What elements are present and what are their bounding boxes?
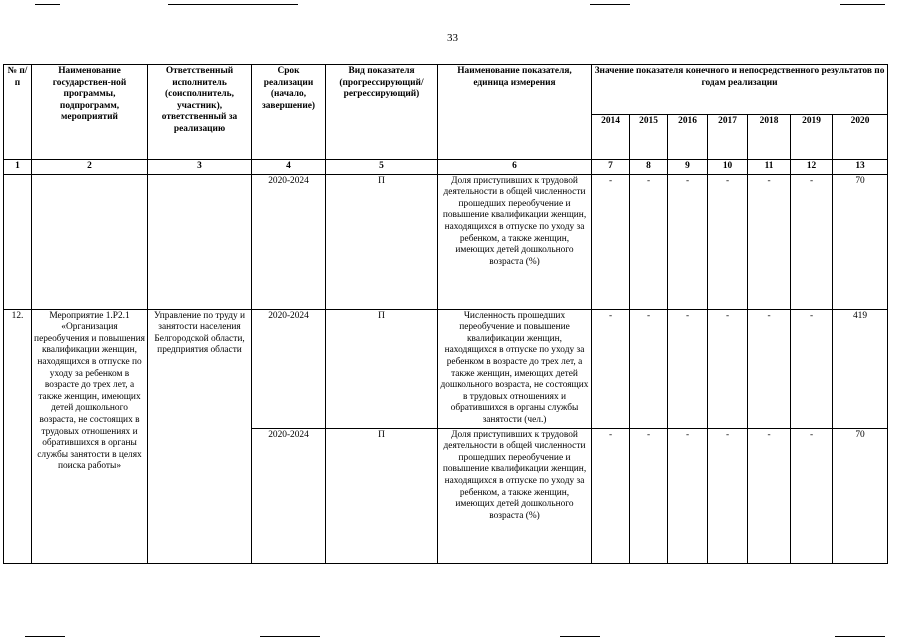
column-number: 12	[791, 160, 833, 175]
row-value-2014: -	[592, 174, 630, 309]
column-number: 6	[438, 160, 592, 175]
row-value-2015: -	[630, 309, 668, 428]
row-indicator-name: Численность прошедших переобучение и повышение квалификации женщин, находящихся в отпуске по уходу за ребенком в возрасте до трех лет, а также женщин, имеющих детей дошкольного возраста, не состоящих в трудовых отношениях и обратившихся в органы службы занятости (чел.)	[438, 309, 592, 428]
header-indicator-type: Вид показателя (прогрессирующий/ регрессирующий)	[326, 65, 438, 160]
scan-edge-line	[560, 636, 600, 637]
header-period: Срок реализации (начало, завершение)	[252, 65, 326, 160]
column-number: 2	[32, 160, 148, 175]
column-number: 7	[592, 160, 630, 175]
row-indicator-name: Доля приступивших к трудовой деятельности в общей численности прошедших переобучение и повышение квалификации женщин, находящихся в отпуске по уходу за ребенком, а также женщин, имеющих детей дошкольного возраста (%)	[438, 174, 592, 309]
header-values-by-year: Значение показателя конечного и непосредственного результатов по годам реализации	[592, 65, 888, 115]
column-number: 5	[326, 160, 438, 175]
header-year: 2014	[592, 115, 630, 160]
header-year: 2016	[668, 115, 708, 160]
row-number	[4, 174, 32, 309]
table-row	[4, 174, 888, 309]
row-period: 2020-2024	[252, 428, 326, 563]
row-period: 2020-2024	[252, 174, 326, 309]
column-number: 1	[4, 160, 32, 175]
scan-edge-line	[590, 4, 630, 5]
row-value-2020: 70	[833, 428, 888, 563]
row-value-2016: -	[668, 428, 708, 563]
row-value-2016: -	[668, 174, 708, 309]
row-value-2014: -	[592, 428, 630, 563]
table-header-row	[4, 65, 888, 115]
row-value-2020: 419	[833, 309, 888, 428]
header-year: 2015	[630, 115, 668, 160]
header-program-name: Наименование государствен-ной программы, подпрограмм, мероприятий	[32, 65, 148, 160]
scan-edge-line	[260, 636, 320, 637]
column-number: 8	[630, 160, 668, 175]
header-indicator-name: Наименование показателя, единица измерения	[438, 65, 592, 160]
scan-edge-line	[840, 4, 885, 5]
header-year: 2018	[748, 115, 791, 160]
column-number: 9	[668, 160, 708, 175]
row-value-2014: -	[592, 309, 630, 428]
row-activity-name	[32, 174, 148, 309]
indicator-table	[3, 64, 888, 564]
row-value-2015: -	[630, 174, 668, 309]
row-value-2018: -	[748, 309, 791, 428]
row-value-2018: -	[748, 428, 791, 563]
column-number: 3	[148, 160, 252, 175]
row-value-2019: -	[791, 309, 833, 428]
row-indicator-name: Доля приступивших к трудовой деятельности в общей численности прошедших переобучение и повышение квалификации женщин, находящихся в отпуске по уходу за ребенком, а также женщин, имеющих детей дошкольного возраста (%)	[438, 428, 592, 563]
column-number: 11	[748, 160, 791, 175]
column-number-row	[4, 160, 888, 175]
row-activity-name: Мероприятие 1.Р2.1 «Организация переобучения и повышения квалификации женщин, находящихся в отпуске по уходу за ребенком в возрасте до трех лет, а также женщин, имеющих детей дошкольного возраста, не состоящих в трудовых отношениях и обратившихся в органы службы занятости в целях поиска работы»	[32, 309, 148, 563]
scan-edge-line	[835, 636, 885, 637]
row-value-2017: -	[708, 428, 748, 563]
row-indicator-type: П	[326, 309, 438, 428]
column-number: 10	[708, 160, 748, 175]
row-value-2020: 70	[833, 174, 888, 309]
row-value-2018: -	[748, 174, 791, 309]
row-indicator-type: П	[326, 174, 438, 309]
scan-edge-line	[25, 636, 65, 637]
row-period: 2020-2024	[252, 309, 326, 428]
row-value-2016: -	[668, 309, 708, 428]
row-value-2019: -	[791, 428, 833, 563]
row-value-2015: -	[630, 428, 668, 563]
scan-edge-line	[168, 4, 298, 5]
row-value-2017: -	[708, 309, 748, 428]
header-year: 2017	[708, 115, 748, 160]
column-number: 4	[252, 160, 326, 175]
row-value-2017: -	[708, 174, 748, 309]
row-value-2019: -	[791, 174, 833, 309]
table-row	[4, 309, 888, 428]
row-executor: Управление по труду и занятости населения Белгородской области, предприятия области	[148, 309, 252, 563]
row-number: 12.	[4, 309, 32, 563]
page-number: 33	[447, 32, 458, 44]
header-year: 2020	[833, 115, 888, 160]
row-indicator-type: П	[326, 428, 438, 563]
header-year: 2019	[791, 115, 833, 160]
column-number: 13	[833, 160, 888, 175]
header-executor: Ответственный исполнитель (соисполнитель, участник), ответственный за реализацию	[148, 65, 252, 160]
scan-edge-line	[35, 4, 60, 5]
row-executor	[148, 174, 252, 309]
header-num: № п/п	[4, 65, 32, 160]
